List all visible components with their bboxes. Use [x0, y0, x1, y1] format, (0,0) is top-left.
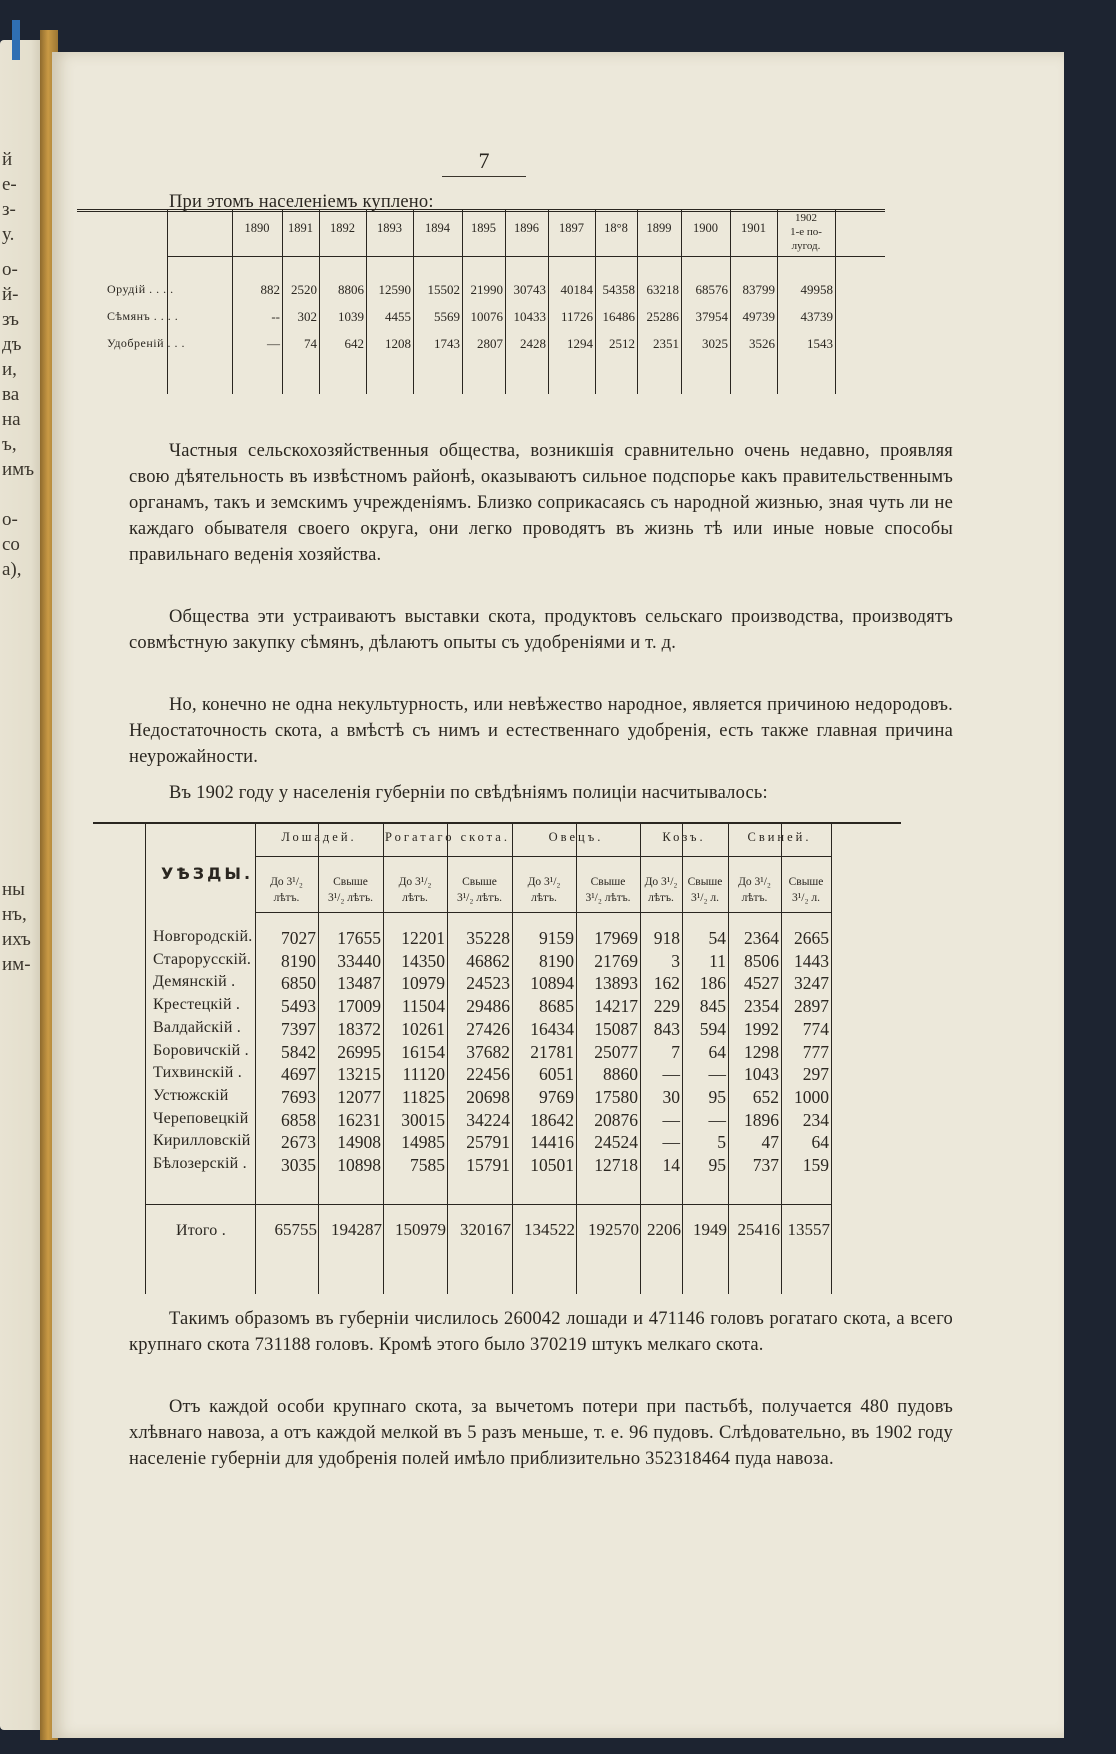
- group-header: Рогатаго скота.: [385, 830, 510, 844]
- table-cell: 1039: [338, 309, 364, 324]
- table-cell: 14350: [401, 950, 445, 971]
- paragraph-totals-text: Такимъ образомъ въ губерніи числилось 260042 лошади и 471146 головъ рогатаго скота, а всего крупнаго скота 731188 головъ. Кромѣ этого было 370219 штукъ мелкаго скота.: [129, 1309, 953, 1355]
- table-cell: 843: [653, 1018, 680, 1039]
- column-divider: [637, 209, 638, 394]
- total-cell: 194287: [331, 1220, 382, 1239]
- table-cell: 2665: [794, 928, 829, 948]
- table-top-rule: [77, 209, 885, 212]
- table-cell: 737: [752, 1155, 779, 1175]
- table-cell: 186: [699, 973, 726, 994]
- left-page-fragment: и,: [2, 360, 17, 380]
- table-cell: 1208: [385, 336, 411, 351]
- table-cell: --: [271, 309, 280, 324]
- row-label: Сѣмянъ . . . .: [107, 309, 179, 323]
- table-cell: 24524: [594, 1132, 638, 1153]
- table-cell: 10433: [513, 309, 546, 324]
- table-cell: 1298: [744, 1041, 779, 1062]
- previous-page-edge: [0, 40, 44, 1730]
- table-cell: 5842: [281, 1041, 316, 1062]
- table-cell: 1543: [807, 336, 833, 351]
- year-header: 1892: [330, 221, 355, 235]
- table-cell: 1443: [794, 950, 829, 971]
- paragraph-societies: [129, 438, 953, 568]
- table-cell: 11504: [401, 996, 445, 1017]
- table-cell: 2428: [520, 336, 546, 351]
- uezd-header: УѢЗДЫ.: [161, 864, 254, 883]
- table-cell: —: [662, 1064, 680, 1085]
- total-cell: 65755: [274, 1220, 317, 1239]
- table-cell: 21781: [530, 1041, 574, 1062]
- year-header: 18°8: [604, 221, 628, 235]
- table-cell: 10501: [530, 1155, 574, 1175]
- table-cell: 63218: [646, 282, 679, 297]
- district-name: Крестецкій .: [153, 996, 241, 1014]
- left-page-fragment: а),: [2, 560, 22, 580]
- table-cell: 22456: [466, 1064, 510, 1085]
- table-cell: 9159: [539, 928, 574, 948]
- table-cell: 64: [708, 1041, 726, 1062]
- year-header-line: 1902: [795, 212, 817, 224]
- table-cell: 15087: [594, 1018, 638, 1039]
- table-cell: 3035: [281, 1155, 316, 1175]
- sub-header-line: 3¹/₂ лѣтъ.: [327, 892, 374, 904]
- year-header: 1890: [244, 221, 270, 235]
- sub-header: [781, 874, 831, 906]
- book-page: [52, 52, 1064, 1738]
- table-cell: 13893: [594, 973, 638, 994]
- intro-text: При этомъ населеніемъ куплено:: [169, 192, 434, 212]
- table-cell: 14908: [337, 1132, 381, 1153]
- left-page-fragment: о-: [2, 260, 18, 280]
- sub-header-line: лѣтъ.: [402, 892, 428, 904]
- table-cell: 3025: [702, 336, 728, 351]
- year-header-line: 1-е по-: [790, 226, 822, 238]
- table-cell: 1000: [794, 1086, 829, 1107]
- table-cell: 46862: [466, 950, 510, 971]
- paragraph-census-intro-text: Въ 1902 году у населенія губерніи по свѣдѣніямъ полиціи насчитывалось:: [169, 783, 768, 803]
- table-cell: —: [267, 336, 280, 351]
- sub-header-line: 3¹/₂ лѣтъ.: [585, 892, 631, 904]
- group-header: Лошадей.: [281, 830, 357, 844]
- district-name: Бѣлозерскій .: [153, 1155, 247, 1172]
- year-header: 1895: [471, 221, 496, 235]
- table-cell: 11: [709, 950, 726, 971]
- table-cell: 2807: [477, 336, 503, 351]
- table-cell: 777: [802, 1041, 829, 1062]
- sub-header: [255, 874, 318, 906]
- table-cell: 642: [344, 336, 364, 351]
- sub-header-line: До 3¹/₂: [398, 876, 432, 888]
- table-cell: 54358: [602, 282, 635, 297]
- table-cell: 40184: [560, 282, 593, 297]
- table-top-rule: [93, 822, 901, 824]
- sub-header: [447, 874, 512, 906]
- table-cell: 2520: [291, 282, 317, 297]
- table-cell: 25791: [466, 1132, 510, 1153]
- district-name: Новгородскій.: [153, 928, 253, 945]
- table-right-border: [835, 209, 836, 394]
- table-cell: 16434: [530, 1018, 574, 1039]
- table-cell: 8860: [603, 1064, 638, 1085]
- left-page-fragment: на: [2, 410, 21, 430]
- table-cell: 21990: [470, 282, 503, 297]
- left-page-fragment: й-: [2, 285, 19, 305]
- table-cell: 17969: [594, 928, 638, 948]
- total-cell: 2206: [647, 1220, 681, 1239]
- table-cell: 6850: [281, 973, 316, 994]
- table-cell: 29486: [466, 996, 510, 1017]
- table-cell: 16231: [337, 1109, 381, 1130]
- total-cell: 150979: [395, 1220, 446, 1239]
- table-cell: —: [708, 1109, 726, 1130]
- left-page-fragment: о-: [2, 510, 18, 530]
- district-name: Демянскій .: [153, 973, 236, 991]
- left-page-fragment: им-: [2, 955, 31, 975]
- table-cell: 7693: [281, 1086, 316, 1107]
- table-cell: 16486: [602, 309, 635, 324]
- table-cell: 159: [802, 1155, 829, 1175]
- year-header: 1901: [741, 221, 766, 235]
- column-divider: [730, 209, 731, 394]
- table-cell: 7027: [281, 928, 316, 948]
- table-cell: 11726: [560, 309, 593, 324]
- left-page-fragment: ихъ: [2, 930, 31, 950]
- table-cell: 20876: [594, 1109, 638, 1130]
- paragraph-crop-failure-text: Но, конечно не одна некультурность, или невѣжество народное, является причиною недородовъ. Недостаточность скота, а вмѣстѣ съ нимъ и естественнаго удобренія, есть также главная причина неурожайности.: [129, 695, 953, 767]
- table-cell: 11120: [402, 1064, 445, 1085]
- table-cell: 10898: [337, 1155, 381, 1175]
- table-cell: —: [662, 1109, 680, 1130]
- group-header: Овецъ.: [548, 830, 604, 844]
- sub-header-line: Свыше: [333, 876, 368, 888]
- column-divider: [366, 209, 367, 394]
- table-cell: 30743: [513, 282, 546, 297]
- table-cell: 1043: [744, 1064, 779, 1085]
- table-cell: 10261: [401, 1018, 445, 1039]
- table-cell: 49958: [800, 282, 833, 297]
- table-cell: 12077: [337, 1086, 381, 1107]
- table-cell: 10979: [401, 973, 445, 994]
- paragraph-manure: [129, 1394, 953, 1472]
- totals-rule: [145, 1204, 831, 1205]
- table-cell: 17655: [337, 928, 381, 948]
- table-cell: 8190: [281, 950, 316, 971]
- table-cell: 47: [761, 1132, 779, 1153]
- page-content: [52, 52, 1064, 1738]
- totals-label: Итого .: [176, 1222, 226, 1239]
- sub-header-line: 3¹/₂ лѣтъ.: [456, 892, 503, 904]
- sub-header: [512, 874, 576, 906]
- sub-header-line: лѣтъ.: [273, 892, 300, 904]
- table-cell: 12201: [401, 928, 445, 948]
- table-cell: 25077: [594, 1041, 638, 1062]
- table-cell: 43739: [800, 309, 833, 324]
- district-name: Старорусскій.: [153, 950, 252, 968]
- sub-header: [576, 874, 640, 906]
- total-cell: 1949: [693, 1220, 727, 1239]
- sub-header-line: Свыше: [590, 876, 626, 888]
- column-divider: [413, 209, 414, 394]
- total-cell: 192570: [588, 1220, 639, 1239]
- table-cell: 3: [671, 950, 680, 971]
- table-cell: 4697: [281, 1064, 316, 1085]
- table-cell: 882: [260, 282, 280, 297]
- table-cell: 8685: [539, 996, 574, 1017]
- table-cell: 845: [699, 996, 726, 1017]
- table-cell: 297: [802, 1064, 829, 1085]
- table-cell: 95: [708, 1086, 726, 1107]
- table-left-border: [167, 209, 168, 394]
- table-cell: 2351: [653, 336, 679, 351]
- table-cell: 14416: [530, 1132, 574, 1153]
- table-cell: 918: [653, 928, 680, 948]
- district-name: Боровичскій .: [153, 1041, 249, 1059]
- table-cell: 15502: [427, 282, 460, 297]
- group-header: Свиней.: [747, 830, 812, 844]
- left-page-fragment: ва: [2, 385, 20, 405]
- paragraph-manure-text: Отъ каждой особи крупнаго скота, за вычетомъ потери при пастьбѣ, получается 480 пудовъ хлѣвнаго навоза, а отъ каждой мелкой въ 5 разъ меньше, т. е. 96 пудовъ. Слѣдовательно, въ 1902 году населеніе губерніи для удобренія полей имѣло приблизительно 352318464 пуда навоза.: [129, 1397, 953, 1469]
- table-cell: 30: [662, 1086, 680, 1107]
- sub-header: [318, 874, 383, 906]
- sub-header-rule: [255, 912, 831, 913]
- left-page-fragment: з-: [2, 200, 16, 220]
- left-page-fragment: ны: [2, 880, 25, 900]
- row-label: Удобреній . . .: [107, 336, 186, 350]
- table-cell: 11825: [401, 1086, 445, 1107]
- table-cell: 3526: [749, 336, 775, 351]
- sub-header: [682, 874, 728, 906]
- left-page-fragment: е-: [2, 175, 17, 195]
- table-cell: 18642: [530, 1109, 574, 1130]
- table-cell: 6858: [281, 1109, 316, 1130]
- total-cell: 13557: [787, 1220, 830, 1239]
- table-cell: 8506: [744, 950, 779, 971]
- paragraph-societies-text: Частныя сельскохозяйственныя общества, возникшія сравнительно очень недавно, проявляя свою дѣятельность въ извѣстномъ районѣ, оказываютъ сильное подспорье какъ правительственнымъ органамъ, такъ и земскимъ учрежденіямъ. Близко соприкасаясь съ народной жизнью, зная чуть ли не каждаго обывателя своего округа, они легко проводятъ въ жизнь тѣ или иные новые способы правильнаго веденія хозяйства.: [129, 441, 953, 565]
- purchases-table: [77, 209, 885, 394]
- table-cell: 64: [811, 1132, 829, 1153]
- sub-header-line: 3¹/₂ л.: [792, 892, 820, 904]
- sub-header-line: лѣтъ.: [531, 892, 557, 904]
- sub-header-line: До 3¹/₂: [644, 876, 678, 888]
- table-cell: 27426: [466, 1018, 510, 1039]
- table-left-border: [145, 824, 146, 1294]
- column-divider: [548, 209, 549, 394]
- table-cell: 1896: [744, 1109, 779, 1130]
- year-header: 1897: [559, 221, 584, 235]
- year-header: 1899: [646, 221, 672, 235]
- page-number: 7: [442, 148, 526, 177]
- sub-header-line: лѣтъ.: [741, 892, 768, 904]
- table-cell: 5493: [281, 996, 316, 1017]
- sub-header-line: До 3¹/₂: [527, 876, 561, 888]
- table-cell: 83799: [742, 282, 775, 297]
- sub-header: [383, 874, 447, 906]
- table-cell: 2354: [744, 996, 779, 1017]
- table-cell: 12718: [594, 1155, 638, 1175]
- table-cell: 7397: [281, 1018, 316, 1039]
- table-cell: 20698: [466, 1086, 510, 1107]
- table-cell: 74: [304, 336, 317, 351]
- table-cell: 302: [297, 309, 317, 324]
- table-cell: 2673: [281, 1132, 316, 1153]
- group-header-rule: [255, 856, 831, 857]
- table-cell: —: [708, 1064, 726, 1085]
- livestock-table: [93, 824, 901, 1294]
- district-name: Устюжскій: [153, 1086, 229, 1104]
- table-cell: 8806: [338, 282, 364, 297]
- table-cell: 16154: [401, 1041, 445, 1062]
- paragraph-exhibitions: [129, 604, 953, 656]
- table-cell: 33440: [337, 950, 381, 971]
- left-page-fragment: ъ,: [2, 435, 17, 455]
- table-cell: 162: [653, 973, 680, 994]
- column-divider: [462, 209, 463, 394]
- left-page-fragment: имъ: [2, 460, 35, 480]
- left-page-fragment: со: [2, 535, 20, 555]
- paragraph-totals: [129, 1306, 953, 1358]
- table-cell: 7: [671, 1041, 680, 1062]
- sub-header: [640, 874, 682, 906]
- bookmark-ribbon: [12, 20, 20, 60]
- year-header: 1896: [514, 221, 539, 235]
- sub-header-line: Свыше: [687, 876, 723, 888]
- paragraph-exhibitions-text: Общества эти устраиваютъ выставки скота, продуктовъ сельскаго производства, производятъ совмѣстную закупку сѣмянъ, дѣлаютъ опыты съ удобреніями и т. д.: [129, 607, 953, 653]
- sub-header-line: До 3¹/₂: [270, 876, 303, 888]
- table-cell: 95: [708, 1155, 726, 1175]
- table-cell: 2897: [794, 996, 829, 1017]
- left-page-fragment: нъ,: [2, 905, 27, 925]
- table-cell: 1294: [567, 336, 593, 351]
- table-cell: 5569: [434, 309, 460, 324]
- left-page-fragment: дъ: [2, 335, 22, 355]
- table-cell: —: [662, 1132, 680, 1153]
- table-cell: 68576: [695, 282, 728, 297]
- sub-header: [728, 874, 781, 906]
- district-name: Тихвинскій .: [153, 1064, 242, 1082]
- table-cell: 4527: [744, 973, 779, 994]
- table-cell: 17009: [337, 996, 381, 1017]
- sub-header-line: До 3¹/₂: [738, 876, 771, 888]
- table-cell: 594: [699, 1018, 726, 1039]
- year-header: 1891: [288, 221, 313, 235]
- year-header: 1894: [425, 221, 450, 235]
- table-cell: 24523: [466, 973, 510, 994]
- table-cell: 12590: [378, 282, 411, 297]
- year-header-1902: [777, 211, 835, 253]
- table-cell: 4455: [385, 309, 411, 324]
- column-divider: [831, 824, 832, 1294]
- column-divider: [232, 209, 233, 394]
- table-cell: 37682: [466, 1041, 510, 1062]
- year-header: 1893: [377, 221, 402, 235]
- left-page-fragment: й: [2, 150, 13, 170]
- table-cell: 21769: [594, 950, 638, 971]
- table-cell: 5: [717, 1132, 726, 1153]
- district-name: Череповецкій: [153, 1109, 249, 1127]
- table-cell: 2512: [609, 336, 635, 351]
- total-cell: 134522: [524, 1220, 575, 1239]
- table-cell: 26995: [337, 1041, 381, 1062]
- table-cell: 17580: [594, 1086, 638, 1107]
- left-page-fragment: у.: [2, 225, 15, 245]
- column-divider: [505, 209, 506, 394]
- table-cell: 2364: [744, 928, 779, 948]
- table-cell: 6051: [539, 1064, 574, 1085]
- table-cell: 774: [802, 1018, 829, 1039]
- table-cell: 14217: [594, 996, 638, 1017]
- table-cell: 13215: [337, 1064, 381, 1085]
- table-cell: 229: [653, 996, 680, 1017]
- table-cell: 15791: [466, 1155, 510, 1175]
- table-cell: 37954: [695, 309, 728, 324]
- table-cell: 652: [752, 1086, 779, 1107]
- sub-header-line: лѣтъ.: [648, 892, 674, 904]
- table-cell: 7585: [410, 1155, 445, 1175]
- left-page-fragment: зъ: [2, 310, 20, 330]
- row-label: Орудій . . . .: [107, 282, 174, 296]
- table-cell: 30015: [401, 1109, 445, 1130]
- column-divider: [595, 209, 596, 394]
- table-cell: 34224: [466, 1109, 510, 1130]
- table-cell: 234: [802, 1109, 829, 1130]
- table-cell: 14: [662, 1155, 680, 1175]
- column-divider: [282, 209, 283, 394]
- district-name: Кирилловскій: [153, 1132, 251, 1150]
- paragraph-crop-failure: [129, 692, 953, 770]
- district-name: Валдайскій .: [153, 1018, 241, 1036]
- sub-header-line: 3¹/₂ л.: [691, 892, 719, 904]
- group-header: Козъ.: [662, 830, 706, 844]
- total-cell: 320167: [460, 1220, 511, 1239]
- table-cell: 49739: [742, 309, 775, 324]
- table-cell: 35228: [466, 928, 510, 948]
- table-cell: 18372: [337, 1018, 381, 1039]
- table-cell: 13487: [337, 973, 381, 994]
- table-cell: 1992: [744, 1018, 779, 1039]
- total-cell: 25416: [737, 1220, 780, 1239]
- table-cell: 8190: [539, 950, 574, 971]
- table-cell: 10894: [530, 973, 574, 994]
- sub-header-line: Свыше: [462, 876, 497, 888]
- column-divider: [681, 209, 682, 394]
- table-cell: 54: [708, 928, 726, 948]
- year-header: 1900: [693, 221, 718, 235]
- table-cell: 10076: [470, 309, 503, 324]
- table-cell: 14985: [401, 1132, 445, 1153]
- year-header-line: лугод.: [791, 240, 821, 252]
- table-cell: 3247: [794, 973, 829, 994]
- table-cell: 1743: [434, 336, 460, 351]
- sub-header-line: Свыше: [788, 876, 824, 888]
- table-cell: 25286: [646, 309, 679, 324]
- table-cell: 9769: [539, 1086, 574, 1107]
- paragraph-census-intro: [129, 780, 953, 806]
- column-divider: [319, 209, 320, 394]
